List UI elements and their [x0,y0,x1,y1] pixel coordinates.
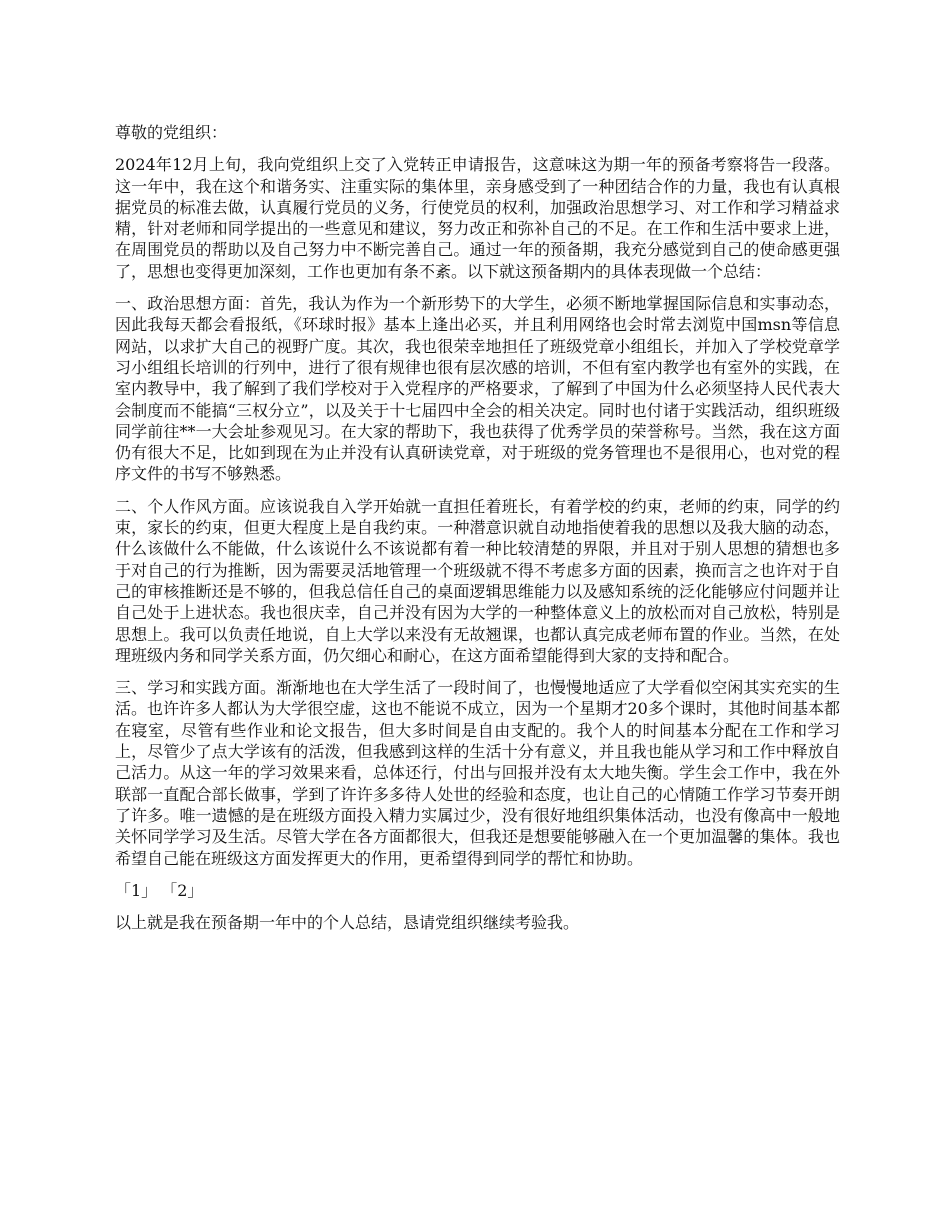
document-body [115,122,840,933]
greeting: 尊敬的党组织： [115,123,228,142]
closing-line: 以上就是我在预备期一年中的个人总结，恳请党组织继续考验我。 [115,913,580,933]
paragraph-political-thought: 一、政治思想方面：首先，我认为作为一个新形势下的大学生，必须不断地掌握国际信息和实事动态，因此我每天都会看报纸，《环球时报》基本上逢出必买，并且利用网络也会时常去浏览中国msn等信息网站，以求扩大自己的视野广度。其次，我也很荣幸地担任了班级党章小组组长，并加入了学校党章学习小组组长培训的行列中，进行了很有规律也很有层次感的培训，不但有室内教学也有室外的实践，在室内教导中，我了解到了我们学校对于入党程序的严格要求，了解到了中国为什么必须坚持人民代表大会制度而不能搞“三权分立”，以及关于十七届四中全会的相关决定。同时也付诸于实践活动，组织班级同学前往**一大会址参观见习。在大家的帮助下，我也获得了优秀学员的荣誉称号。当然，我在这方面仍有很大不足，比如到现在为止并没有认真研读党章，对于班级的党务管理也不是很用心，也对党的程序文件的书写不够熟悉。 [115,294,840,484]
pagination [115,880,840,901]
paragraph-intro: 2024年12月上旬，我向党组织上交了入党转正申请报告，这意味这为期一年的预备考察将告一段落。这一年中，我在这个和谐务实、注重实际的集体里，亲身感受到了一种团结合作的力量，我也有认真根据党员的标准去做，认真履行党员的义务，行使党员的权利，加强政治思想学习、对工作和学习精益求精，针对老师和同学提出的一些意见和建议，努力改正和弥补自己的不足。在工作和生活中要求上进，在周围党员的帮助以及自己努力中不断完善自己。通过一年的预备期，我充分感觉到自己的使命感更强了，思想也变得更加深刻，工作也更加有条不紊。以下就这预备期内的具体表现做一个总结： [115,155,840,281]
page-link-2[interactable]: 「2」 [161,880,204,900]
page-link-1[interactable]: 「1」 [115,880,158,900]
paragraph-study-practice: 三、学习和实践方面。渐渐地也在大学生活了一段时间了，也慢慢地适应了大学看似空闲其实充实的生活。也许许多人都认为大学很空虚，这也不能说不成立，因为一个星期才20多个课时，其他时间基本都在寝室，尽管有些作业和论文报告，但大多时间是自由支配的。我个人的时间基本分配在工作和学习上，尽管少了点大学该有的活泼，但我感到这样的生活十分有意义，并且我也能从学习和工作中释放自己活力。从这一年的学习效果来看，总体还行，付出与回报并没有太大地失衡。学生会工作中，我在外联部一直配合部长做事，学到了许许多多待人处世的经验和态度，也让自己的心情随工作学习节奏开朗了许多。唯一遗憾的是在班级方面投入精力实属过少，没有很好地组织集体活动，也没有像高中一般地关怀同学学习及生活。尽管大学在各方面都很大，但我还是想要能够融入在一个更加温馨的集体。我也希望自己能在班级这方面发挥更大的作用，更希望得到同学的帮忙和协助。 [115,678,840,868]
paragraph-personal-style: 二、个人作风方面。应该说我自入学开始就一直担任着班长，有着学校的约束，老师的约束，同学的约束，家长的约束，但更大程度上是自我约束。一种潜意识就自动地指使着我的思想以及我大脑的动态，什么该做什么不能做，什么该说什么不该说都有着一种比较清楚的界限，并且对于别人思想的猜想也多于对自己的行为推断，因为需要灵活地管理一个班级就不得不考虑多方面的因素，换而言之也许对于自己的审核推断还是不够的，但我总信任自己的桌面逻辑思维能力以及感知系统的泛化能够应付问题并让自己处于上进状态。我也很庆幸，自己并没有因为大学的一种整体意义上的放松而对自己放松，特别是思想上。我可以负责任地说，自上大学以来没有无故翘课，也都认真完成老师布置的作业。当然，在处理班级内务和同学关系方面，仍欠细心和耐心，在这方面希望能得到大家的支持和配合。 [115,496,840,665]
